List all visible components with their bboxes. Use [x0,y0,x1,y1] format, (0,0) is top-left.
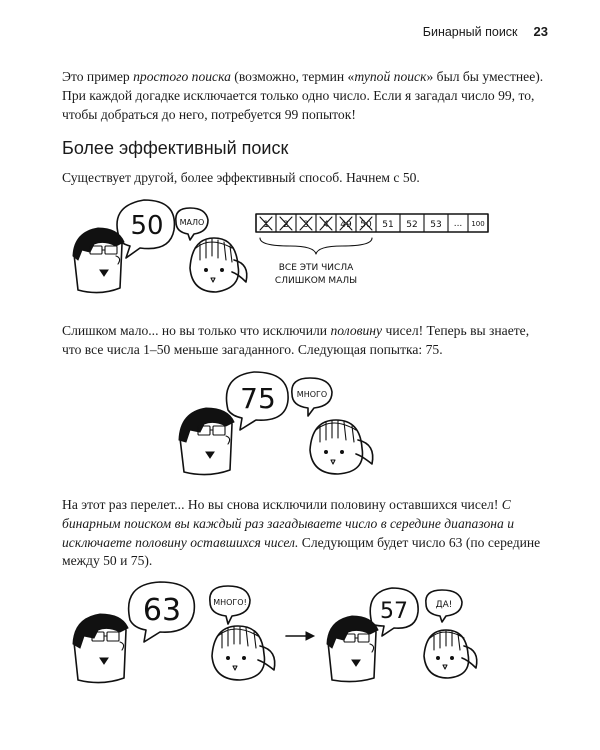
illustration-guess-75 [176,370,396,482]
page-number: 23 [533,24,548,39]
illustration-guess-63-57 [60,580,500,690]
strip-cell: 49 [340,220,352,230]
strip-cell: ... [453,219,463,229]
guess-number: 57 [380,599,408,624]
woman-character [190,238,247,292]
chapter-title: Бинарный поиск [422,25,518,39]
strip-cell: 4 [323,220,329,230]
brace [260,238,372,254]
speech-bubble-reply [176,208,208,240]
woman-character [212,626,275,680]
illustration-guess-50 [60,196,500,306]
section-heading: Более эффективный поиск [62,138,289,158]
strip-cell: 52 [406,220,418,230]
man-character [73,614,128,683]
man-character [179,408,234,475]
paragraph-better-way: Существует другой, более эффективный способ. Начнем с 50. [62,170,420,185]
paragraph-too-low: Слишком мало... но вы только что исключили половину чисел! Теперь вы знаете, что все числа 1–50 меньше загаданного. Следующая попытка: 75. [62,323,530,357]
strip-cell: 50 [360,220,372,230]
guess-number: 63 [142,593,182,628]
woman-character [310,420,373,474]
reply-text: МНОГО [296,390,328,399]
woman-character [424,630,477,678]
strip-caption-2: СЛИШКОМ МАЛЫ [274,276,358,286]
arrow-right-icon [286,632,314,640]
reply-text: МАЛО [179,218,205,227]
strip-cell: 53 [430,220,442,230]
reply-text: МНОГО! [213,598,247,607]
strip-cell: 3 [303,220,309,230]
number-strip [256,214,488,232]
man-character [327,616,378,682]
guess-number: 50 [130,211,164,241]
strip-cell: 2 [283,220,289,230]
strip-cell: 51 [382,220,394,230]
paragraph-simple-search: Это пример простого поиска (возможно, термин «тупой поиск» был бы уместнее). При каждой догадке исключается только одно число. Если я загадал число 99, то, чтобы добраться до него, потребуется 99 попыток! [62,69,544,122]
running-header [62,24,548,39]
strip-caption-1: ВСЕ ЭТИ ЧИСЛА [278,263,354,273]
strip-cell: 1 [263,220,269,230]
reply-text: ДА! [435,600,453,610]
speech-bubble-reply [210,586,250,624]
speech-bubble-guess [129,582,195,642]
man-character [73,228,124,293]
strip-cell: 100 [471,220,485,228]
speech-bubble-reply [426,590,462,622]
speech-bubble-reply [292,378,332,416]
guess-number: 75 [240,382,276,415]
speech-bubble-guess [117,200,174,258]
paragraph-overshoot: На этот раз перелет... Но вы снова исключили половину оставшихся чисел! С бинарным поиском вы каждый раз загадываете число в середине диапазона и исключаете половину оставшихся чисел. Следующим будет число 63 (по середине между 50 и 75). [62,497,541,569]
speech-bubble-guess [226,372,288,430]
